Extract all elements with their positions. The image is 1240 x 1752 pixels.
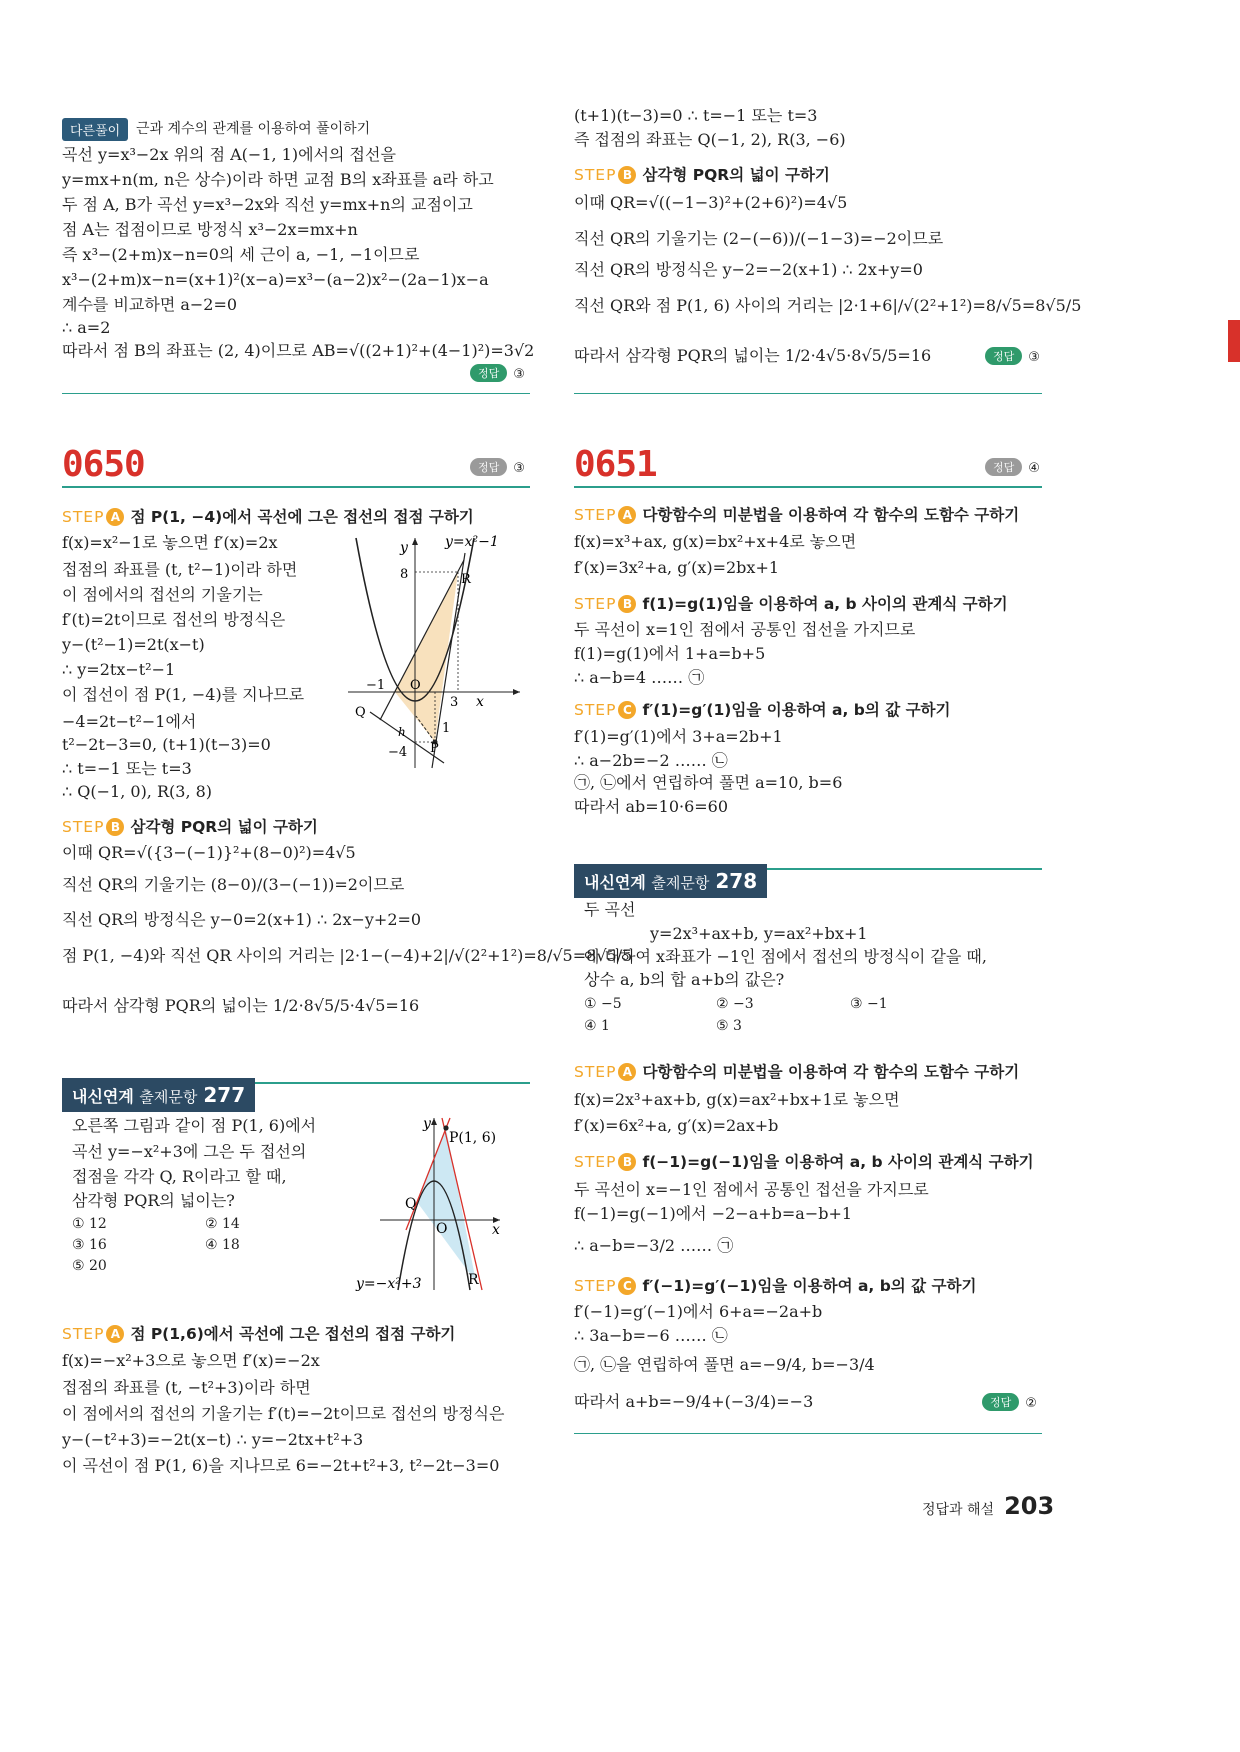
text-line: f(1)=g(1)에서 1+a=b+5 bbox=[574, 644, 766, 663]
point-p bbox=[443, 1125, 448, 1130]
text-line: 상수 a, b의 합 a+b의 값은? bbox=[584, 970, 785, 989]
point-p-label: P bbox=[430, 741, 439, 756]
text-line: f′(−1)=g′(−1)에서 6+a=−2a+b bbox=[574, 1302, 823, 1321]
text-line: 따라서 점 B의 좌표는 (2, 4)이므로 AB=√((2+1)²+(4−1)²)=3√2 bbox=[62, 341, 535, 360]
answer-value: ③ bbox=[1028, 350, 1040, 365]
answer-marker bbox=[470, 364, 525, 382]
step-a-heading: STEP A 점 P(1, −4)에서 곡선에 그은 접선의 접점 구하기 bbox=[62, 508, 474, 526]
choice: ⑤ 20 bbox=[72, 1258, 107, 1274]
text-line: f(x)=x³+ax, g(x)=bx²+x+4로 놓으면 bbox=[574, 532, 857, 551]
point-q-label: Q bbox=[405, 1196, 417, 1212]
text-line: 삼각형 PQR의 넓이는? bbox=[72, 1191, 235, 1210]
text-line: 직선 QR의 방정식은 y−0=2(x+1) ∴ 2x−y+2=0 bbox=[62, 910, 422, 929]
answer-pill: 정답 bbox=[470, 364, 507, 382]
text-line: f′(t)=2t이므로 접선의 방정식은 bbox=[62, 610, 286, 629]
text-line: f′(x)=3x²+a, g′(x)=2bx+1 bbox=[574, 558, 780, 577]
step-b-heading: STEP B f(1)=g(1)임을 이용하여 a, b 사이의 관계식 구하기 bbox=[574, 595, 1008, 613]
answer-value: ③ bbox=[513, 367, 525, 382]
alt-solution-title: 근과 계수의 관계를 이용하여 풀이하기 bbox=[136, 121, 371, 137]
step-c-heading: STEP C f′(−1)=g′(−1)임을 이용하여 a, b의 값 구하기 bbox=[574, 1277, 977, 1295]
text-line: f(−1)=g(−1)에서 −2−a+b=a−b+1 bbox=[574, 1204, 853, 1223]
step-b-heading: STEP B 삼각형 PQR의 넓이 구하기 bbox=[62, 818, 318, 836]
step-b-heading: STEP B f(−1)=g(−1)임을 이용하여 a, b 사이의 관계식 구하기 bbox=[574, 1153, 1034, 1171]
answer-marker bbox=[470, 458, 525, 476]
alt-solution-badge: 다른풀이 bbox=[62, 118, 128, 141]
text-line: 곡선 y=x³−2x 위의 점 A(−1, 1)에서의 접선을 bbox=[62, 145, 396, 164]
point-r-label: R bbox=[461, 572, 471, 587]
text-line: 이때 QR=√((−1−3)²+(2+6)²)=4√5 bbox=[574, 193, 848, 212]
text-line: 접점을 각각 Q, R이라고 할 때, bbox=[72, 1167, 287, 1186]
text-line: ∴ t=−1 또는 t=3 bbox=[62, 759, 192, 778]
section-header-277: 내신연계 출제문항 277 bbox=[62, 1078, 255, 1112]
text-line: f(x)=x²−1로 놓으면 f′(x)=2x bbox=[62, 533, 278, 552]
origin-label: O bbox=[410, 678, 421, 693]
text-line: −4=2t−t²−1에서 bbox=[62, 712, 197, 731]
tick-label-minus1: −1 bbox=[366, 678, 386, 693]
x-axis-label: x bbox=[476, 694, 484, 710]
answer-pill: 정답 bbox=[982, 1393, 1019, 1411]
page-footer bbox=[922, 1492, 1054, 1520]
problem-277-graph bbox=[350, 1110, 530, 1295]
x-axis-arrow bbox=[513, 689, 520, 695]
parabola-tangent-graph bbox=[340, 528, 530, 773]
point-q-label: Q bbox=[355, 705, 366, 720]
height-label: h bbox=[398, 725, 406, 739]
text-line: 두 곡선이 x=1인 점에서 공통인 접선을 가지므로 bbox=[574, 620, 916, 639]
step-a-heading: STEP A 다항함수의 미분법을 이용하여 각 함수의 도함수 구하기 bbox=[574, 1063, 1020, 1081]
curve-label: y=−x²+3 bbox=[356, 1276, 422, 1292]
text-line: 곡선 y=−x²+3에 그은 두 접선의 bbox=[72, 1142, 307, 1161]
text-line: 이 점에서의 접선의 기울기는 bbox=[62, 585, 263, 604]
text-line: 두 점 A, B가 곡선 y=x³−2x와 직선 y=mx+n의 교점이고 bbox=[62, 195, 473, 214]
answer-pill: 정답 bbox=[470, 458, 507, 476]
curve-label: y=x²−1 bbox=[445, 534, 499, 550]
text-line: ∴ y=2tx−t²−1 bbox=[62, 660, 176, 679]
text-line: x³−(2+m)x−n=(x+1)²(x−a)=x³−(a−2)x²−(2a−1)x−a bbox=[62, 270, 489, 289]
answer-marker bbox=[985, 458, 1040, 476]
text-line: t²−2t−3=0, (t+1)(t−3)=0 bbox=[62, 735, 271, 754]
choice: ③ 16 bbox=[72, 1237, 107, 1253]
text-line: 이 점에서의 접선의 기울기는 f′(t)=−2t이므로 접선의 방정식은 bbox=[62, 1404, 505, 1423]
text-line: 오른쪽 그림과 같이 점 P(1, 6)에서 bbox=[72, 1116, 317, 1135]
chapter-tab bbox=[1228, 320, 1240, 362]
point-p-label: P(1, 6) bbox=[449, 1130, 497, 1146]
y-axis-label: y bbox=[423, 1116, 431, 1132]
y-axis-arrow bbox=[431, 1118, 437, 1125]
text-line: 따라서 ab=10·6=60 bbox=[574, 797, 729, 816]
text-line: f′(1)=g′(1)에서 3+a=2b+1 bbox=[574, 727, 783, 746]
text-line: 접점의 좌표를 (t, t²−1)이라 하면 bbox=[62, 560, 298, 579]
tick-label-8: 8 bbox=[400, 567, 409, 582]
y-axis-label: y bbox=[400, 540, 408, 556]
text-line: 직선 QR의 기울기는 (8−0)/(3−(−1))=2이므로 bbox=[62, 875, 405, 894]
text-line: f(x)=−x²+3으로 놓으면 f′(x)=−2x bbox=[62, 1351, 320, 1370]
text-line: ㉠, ㉡을 연립하여 풀면 a=−9/4, b=−3/4 bbox=[574, 1355, 875, 1374]
text-line: 점 P(1, −4)와 직선 QR 사이의 거리는 |2·1−(−4)+2|/√(2²+1²)=8/√5=8√5/5 bbox=[62, 946, 633, 965]
choice: ① −5 bbox=[584, 996, 622, 1012]
text-line: y=2x³+ax+b, y=ax²+bx+1 bbox=[650, 924, 868, 943]
problem-number: 0650 bbox=[62, 444, 145, 485]
answer-value: ③ bbox=[513, 461, 525, 476]
text-line: 에 대하여 x좌표가 −1인 점에서 접선의 방정식이 같을 때, bbox=[584, 947, 987, 966]
text-line: 즉 x³−(2+m)x−n=0의 세 근이 a, −1, −1이므로 bbox=[62, 245, 420, 264]
problem-number: 0651 bbox=[574, 444, 657, 485]
text-line: f′(x)=6x²+a, g′(x)=2ax+b bbox=[574, 1116, 779, 1135]
answer-pill: 정답 bbox=[985, 458, 1022, 476]
triangle-pqr bbox=[417, 1128, 476, 1282]
text-line: ∴ a−2b=−2 …… ㉡ bbox=[574, 751, 728, 770]
step-b-heading: STEP B 삼각형 PQR의 넓이 구하기 bbox=[574, 166, 830, 184]
text-line: f(x)=2x³+ax+b, g(x)=ax²+bx+1로 놓으면 bbox=[574, 1090, 900, 1109]
divider bbox=[574, 486, 1042, 488]
point-r-label: R bbox=[468, 1272, 479, 1288]
divider bbox=[62, 486, 530, 488]
choice: ⑤ 3 bbox=[716, 1018, 742, 1034]
choice: ③ −1 bbox=[850, 996, 888, 1012]
x-axis-label: x bbox=[492, 1222, 500, 1238]
answer-marker bbox=[982, 1393, 1037, 1411]
text-line: ∴ a=2 bbox=[62, 318, 111, 337]
origin-label: O bbox=[436, 1221, 448, 1237]
step-a-heading: STEP A 다항함수의 미분법을 이용하여 각 함수의 도함수 구하기 bbox=[574, 506, 1020, 524]
step-c-heading: STEP C f′(1)=g′(1)임을 이용하여 a, b의 값 구하기 bbox=[574, 701, 951, 719]
page-number: 203 bbox=[1004, 1492, 1055, 1520]
divider bbox=[574, 1433, 1042, 1434]
tick-label-minus4: −4 bbox=[388, 745, 408, 760]
answer-value: ④ bbox=[1028, 461, 1040, 476]
choice: ② 14 bbox=[205, 1216, 240, 1232]
text-line: ㉠, ㉡에서 연립하여 풀면 a=10, b=6 bbox=[574, 773, 843, 792]
text-line: 따라서 삼각형 PQR의 넓이는 1/2·4√5·8√5/5=16 bbox=[574, 346, 932, 365]
answer-value: ② bbox=[1025, 1396, 1037, 1411]
text-line: ∴ a−b=4 …… ㉠ bbox=[574, 668, 705, 687]
tick-label-1: 1 bbox=[442, 721, 451, 736]
choice: ④ 1 bbox=[584, 1018, 610, 1034]
text-line: ∴ 3a−b=−6 …… ㉡ bbox=[574, 1326, 728, 1345]
text-line: (t+1)(t−3)=0 ∴ t=−1 또는 t=3 bbox=[574, 106, 818, 125]
footer-label: 정답과 해설 bbox=[922, 1502, 995, 1518]
text-line: 두 곡선 bbox=[584, 900, 636, 919]
choice: ① 12 bbox=[72, 1216, 107, 1232]
answer-pill: 정답 bbox=[985, 347, 1022, 365]
text-line: 이 곡선이 점 P(1, 6)을 지나므로 6=−2t+t²+3, t²−2t−3=0 bbox=[62, 1456, 500, 1475]
divider bbox=[574, 393, 1042, 394]
choice: ④ 18 bbox=[205, 1237, 240, 1253]
text-line: 두 곡선이 x=−1인 점에서 공통인 접선을 가지므로 bbox=[574, 1180, 929, 1199]
text-line: 이때 QR=√({3−(−1)}²+(8−0)²)=4√5 bbox=[62, 843, 356, 862]
text-line: 접점의 좌표를 (t, −t²+3)이라 하면 bbox=[62, 1378, 311, 1397]
text-line: 직선 QR와 점 P(1, 6) 사이의 거리는 |2·1+6|/√(2²+1²)=8/√5=8√5/5 bbox=[574, 296, 1082, 315]
text-line: 따라서 삼각형 PQR의 넓이는 1/2·8√5/5·4√5=16 bbox=[62, 996, 420, 1015]
choice: ② −3 bbox=[716, 996, 754, 1012]
text-line: y−(−t²+3)=−2t(x−t) ∴ y=−2tx+t²+3 bbox=[62, 1430, 364, 1449]
answer-marker bbox=[985, 347, 1040, 365]
text-line: 직선 QR의 기울기는 (2−(−6))/(−1−3)=−2이므로 bbox=[574, 229, 944, 248]
text-line: y−(t²−1)=2t(x−t) bbox=[62, 635, 205, 654]
text-line: 즉 접점의 좌표는 Q(−1, 2), R(3, −6) bbox=[574, 130, 846, 149]
text-line: 점 A는 접점이므로 방정식 x³−2x=mx+n bbox=[62, 220, 358, 239]
text-line: 따라서 a+b=−9/4+(−3/4)=−3 bbox=[574, 1392, 814, 1411]
step-a-heading: STEP A 점 P(1,6)에서 곡선에 그은 접선의 접점 구하기 bbox=[62, 1325, 456, 1343]
text-line: ∴ a−b=−3/2 …… ㉠ bbox=[574, 1236, 734, 1255]
tick-label-3: 3 bbox=[450, 695, 459, 710]
text-line: 계수를 비교하면 a−2=0 bbox=[62, 295, 238, 314]
divider bbox=[62, 393, 530, 394]
text-line: 이 접선이 점 P(1, −4)를 지나므로 bbox=[62, 685, 305, 704]
section-header-278: 내신연계 출제문항 278 bbox=[574, 864, 767, 898]
y-axis-arrow bbox=[412, 538, 418, 545]
text-line: 직선 QR의 방정식은 y−2=−2(x+1) ∴ 2x+y=0 bbox=[574, 260, 923, 279]
text-line: y=mx+n(m, n은 상수)이라 하면 교점 B의 x좌표를 a라 하고 bbox=[62, 170, 494, 189]
text-line: ∴ Q(−1, 0), R(3, 8) bbox=[62, 782, 213, 801]
